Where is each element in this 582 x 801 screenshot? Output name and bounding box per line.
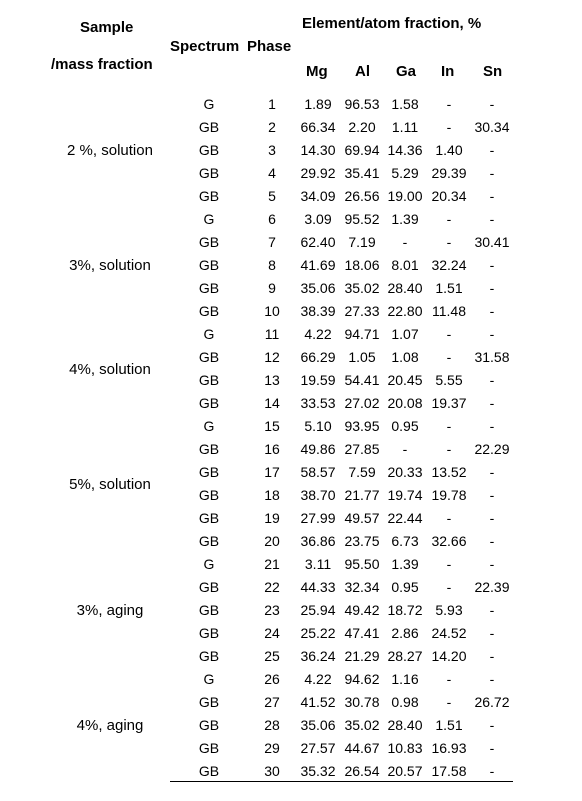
cell-al: 35.41 xyxy=(344,165,380,181)
cell-al: 26.56 xyxy=(344,188,380,204)
cell-al: 35.02 xyxy=(344,717,380,733)
cell-mg: 36.86 xyxy=(300,533,336,549)
cell-in: 13.52 xyxy=(431,464,467,480)
cell-al: 7.19 xyxy=(348,234,376,250)
header-mg: Mg xyxy=(306,63,328,80)
cell-sn: - xyxy=(489,257,495,273)
cell-in: 19.37 xyxy=(431,395,467,411)
cell-mg: 3.11 xyxy=(304,556,332,572)
cell-in: - xyxy=(446,556,452,572)
cell-sn: - xyxy=(489,763,495,779)
cell-ga: 20.33 xyxy=(387,464,423,480)
cell-ga: - xyxy=(402,234,408,250)
cell-mg: 33.53 xyxy=(300,395,336,411)
cell-spectrum: GB xyxy=(198,142,220,158)
cell-al: 93.95 xyxy=(344,418,380,434)
cell-in: - xyxy=(446,441,452,457)
cell-in: - xyxy=(446,349,452,365)
cell-mg: 14.30 xyxy=(300,142,336,158)
cell-phase: 16 xyxy=(264,441,280,457)
header-mass-fraction: /mass fraction xyxy=(51,56,153,73)
cell-mg: 66.34 xyxy=(300,119,336,135)
cell-phase: 3 xyxy=(268,142,276,158)
cell-spectrum: GB xyxy=(198,717,220,733)
cell-sn: - xyxy=(489,717,495,733)
cell-mg: 41.52 xyxy=(300,694,336,710)
cell-ga: 28.40 xyxy=(387,280,423,296)
cell-sn: - xyxy=(489,487,495,503)
cell-spectrum: GB xyxy=(198,625,220,641)
cell-mg: 62.40 xyxy=(300,234,336,250)
cell-phase: 12 xyxy=(264,349,280,365)
cell-ga: 1.16 xyxy=(391,671,419,687)
sample-group-label: 5%, solution xyxy=(69,475,151,493)
cell-mg: 58.57 xyxy=(300,464,336,480)
cell-sn: - xyxy=(489,211,495,227)
cell-mg: 38.39 xyxy=(300,303,336,319)
cell-in: 32.66 xyxy=(431,533,467,549)
sample-group-label: 3%, solution xyxy=(69,257,151,274)
cell-sn: - xyxy=(489,96,495,112)
cell-ga: 14.36 xyxy=(387,142,423,158)
cell-in: 11.48 xyxy=(432,303,466,319)
cell-sn: 30.34 xyxy=(474,119,510,135)
cell-phase: 23 xyxy=(264,602,280,618)
cell-al: 35.02 xyxy=(344,280,380,296)
cell-ga: 0.95 xyxy=(391,579,419,595)
cell-phase: 22 xyxy=(264,579,280,595)
cell-ga: 1.39 xyxy=(391,211,419,227)
cell-sn: - xyxy=(489,303,495,319)
cell-ga: 1.39 xyxy=(391,556,419,572)
cell-ga: 1.11 xyxy=(391,119,419,135)
header-sample: Sample xyxy=(80,19,134,36)
cell-phase: 20 xyxy=(264,533,280,549)
cell-al: 95.50 xyxy=(344,556,380,572)
cell-phase: 2 xyxy=(268,119,276,135)
cell-in: 1.51 xyxy=(435,280,463,296)
cell-ga: 19.00 xyxy=(387,188,423,204)
cell-mg: 25.22 xyxy=(300,625,336,641)
cell-sn: - xyxy=(489,648,495,664)
bottom-rule xyxy=(170,781,513,782)
cell-in: - xyxy=(446,234,452,250)
cell-in: 1.51 xyxy=(435,717,463,733)
cell-in: 17.58 xyxy=(431,763,467,779)
cell-in: - xyxy=(446,694,452,710)
cell-phase: 14 xyxy=(264,395,280,411)
cell-phase: 26 xyxy=(264,671,280,687)
header-phase: Phase xyxy=(247,38,292,55)
header-in: In xyxy=(441,63,455,80)
cell-phase: 19 xyxy=(264,510,280,526)
cell-sn: - xyxy=(489,510,495,526)
cell-ga: 28.27 xyxy=(387,648,423,664)
sample-group-label: 4%, aging xyxy=(76,717,144,734)
cell-mg: 1.89 xyxy=(304,96,332,112)
cell-sn: - xyxy=(489,556,495,572)
cell-phase: 10 xyxy=(264,303,280,319)
cell-spectrum: GB xyxy=(198,441,220,457)
cell-sn: - xyxy=(489,464,495,480)
cell-mg: 25.94 xyxy=(300,602,336,618)
cell-sn: - xyxy=(489,740,495,756)
cell-ga: 22.44 xyxy=(387,510,423,526)
cell-mg: 4.22 xyxy=(304,326,332,342)
header-ga: Ga xyxy=(396,63,417,80)
cell-mg: 38.70 xyxy=(300,487,336,503)
cell-spectrum: GB xyxy=(198,487,220,503)
cell-ga: 1.58 xyxy=(391,96,419,112)
cell-sn: 26.72 xyxy=(474,694,510,710)
cell-sn: - xyxy=(489,602,495,618)
cell-in: - xyxy=(446,211,452,227)
cell-phase: 4 xyxy=(268,165,276,181)
cell-al: 94.71 xyxy=(344,326,380,342)
cell-phase: 17 xyxy=(264,464,280,480)
cell-mg: 29.92 xyxy=(300,165,336,181)
cell-sn: - xyxy=(489,280,495,296)
cell-al: 96.53 xyxy=(344,96,380,112)
cell-phase: 15 xyxy=(264,418,280,434)
cell-al: 44.67 xyxy=(344,740,380,756)
cell-mg: 35.06 xyxy=(300,717,336,733)
cell-sn: - xyxy=(489,165,495,181)
cell-in: 1.40 xyxy=(435,142,463,158)
cell-phase: 29 xyxy=(264,740,280,756)
cell-mg: 35.06 xyxy=(300,280,336,296)
cell-ga: 2.86 xyxy=(391,625,419,641)
cell-mg: 36.24 xyxy=(300,648,336,664)
cell-spectrum: GB xyxy=(198,280,220,296)
cell-sn: - xyxy=(489,418,495,434)
header-al: Al xyxy=(355,63,370,80)
cell-al: 23.75 xyxy=(344,533,380,549)
cell-ga: 10.83 xyxy=(387,740,423,756)
cell-mg: 3.09 xyxy=(304,211,332,227)
cell-spectrum: GB xyxy=(198,188,220,204)
cell-spectrum: G xyxy=(203,556,215,572)
cell-ga: 20.57 xyxy=(387,763,423,779)
header-spectrum: Spectrum xyxy=(170,38,240,55)
cell-al: 21.77 xyxy=(344,487,380,503)
cell-phase: 21 xyxy=(264,556,280,572)
cell-spectrum: GB xyxy=(198,303,220,319)
cell-ga: 1.08 xyxy=(391,349,419,365)
cell-spectrum: GB xyxy=(198,257,220,273)
cell-mg: 49.86 xyxy=(300,441,336,457)
cell-sn: - xyxy=(489,188,495,204)
cell-al: 47.41 xyxy=(344,625,380,641)
cell-spectrum: GB xyxy=(198,602,220,618)
cell-al: 54.41 xyxy=(344,372,380,388)
cell-al: 18.06 xyxy=(344,257,380,273)
cell-in: - xyxy=(446,326,452,342)
cell-al: 26.54 xyxy=(344,763,380,779)
cell-spectrum: G xyxy=(203,326,215,342)
cell-al: 95.52 xyxy=(344,211,380,227)
cell-phase: 18 xyxy=(264,487,280,503)
cell-phase: 7 xyxy=(268,234,276,250)
cell-mg: 4.22 xyxy=(304,671,332,687)
cell-mg: 19.59 xyxy=(300,372,336,388)
cell-sn: - xyxy=(489,142,495,158)
cell-mg: 34.09 xyxy=(300,188,336,204)
cell-sn: 22.29 xyxy=(474,441,510,457)
sample-group-label: 3%, aging xyxy=(76,602,144,619)
cell-in: 5.55 xyxy=(435,372,463,388)
sample-group-label: 2 %, solution xyxy=(67,142,153,159)
cell-phase: 8 xyxy=(268,257,276,273)
cell-spectrum: GB xyxy=(198,119,220,135)
cell-spectrum: GB xyxy=(198,694,220,710)
cell-ga: - xyxy=(402,441,408,457)
header-element-fraction: Element/atom fraction, % xyxy=(302,15,482,32)
cell-ga: 6.73 xyxy=(391,533,419,549)
cell-spectrum: GB xyxy=(198,510,220,526)
cell-spectrum: GB xyxy=(198,648,220,664)
cell-sn: - xyxy=(489,533,495,549)
cell-in: 16.93 xyxy=(431,740,467,756)
cell-sn: - xyxy=(489,625,495,641)
cell-ga: 22.80 xyxy=(387,303,423,319)
cell-ga: 8.01 xyxy=(391,257,419,273)
cell-spectrum: GB xyxy=(198,763,220,779)
cell-in: - xyxy=(446,119,452,135)
cell-ga: 0.95 xyxy=(391,418,419,434)
cell-phase: 30 xyxy=(264,763,280,779)
cell-spectrum: GB xyxy=(198,372,220,388)
cell-mg: 66.29 xyxy=(300,349,336,365)
cell-mg: 35.32 xyxy=(300,763,336,779)
cell-al: 21.29 xyxy=(344,648,380,664)
cell-sn: 31.58 xyxy=(474,349,510,365)
cell-sn: - xyxy=(489,395,495,411)
cell-al: 69.94 xyxy=(344,142,380,158)
cell-phase: 5 xyxy=(268,188,276,204)
cell-phase: 1 xyxy=(268,96,276,112)
cell-spectrum: GB xyxy=(198,165,220,181)
cell-phase: 28 xyxy=(264,717,280,733)
cell-mg: 41.69 xyxy=(300,257,336,273)
cell-in: 20.34 xyxy=(431,188,467,204)
cell-phase: 11 xyxy=(264,326,280,342)
cell-ga: 20.08 xyxy=(387,395,423,411)
cell-al: 27.02 xyxy=(344,395,380,411)
cell-al: 32.34 xyxy=(344,579,380,595)
cell-al: 7.59 xyxy=(348,464,376,480)
cell-ga: 0.98 xyxy=(391,694,419,710)
cell-spectrum: GB xyxy=(198,234,220,250)
cell-ga: 20.45 xyxy=(387,372,423,388)
cell-mg: 5.10 xyxy=(304,418,332,434)
cell-in: - xyxy=(446,418,452,434)
cell-spectrum: GB xyxy=(198,533,220,549)
cell-spectrum: G xyxy=(203,211,215,227)
cell-phase: 27 xyxy=(264,694,280,710)
cell-sn: 22.39 xyxy=(474,579,510,595)
cell-ga: 19.74 xyxy=(387,487,423,503)
cell-phase: 24 xyxy=(264,625,280,641)
cell-in: - xyxy=(446,510,452,526)
cell-in: - xyxy=(446,671,452,687)
cell-al: 27.85 xyxy=(344,441,380,457)
cell-spectrum: G xyxy=(203,418,215,434)
cell-al: 30.78 xyxy=(344,694,380,710)
cell-in: - xyxy=(446,96,452,112)
cell-al: 94.62 xyxy=(344,671,380,687)
cell-spectrum: GB xyxy=(198,464,220,480)
cell-ga: 5.29 xyxy=(391,165,419,181)
cell-ga: 18.72 xyxy=(387,602,423,618)
cell-al: 2.20 xyxy=(348,119,376,135)
cell-al: 27.33 xyxy=(344,303,380,319)
cell-in: 29.39 xyxy=(431,165,467,181)
cell-mg: 44.33 xyxy=(300,579,336,595)
cell-in: 5.93 xyxy=(435,602,463,618)
cell-in: 19.78 xyxy=(431,487,467,503)
cell-mg: 27.99 xyxy=(300,510,336,526)
cell-phase: 25 xyxy=(264,648,280,664)
cell-al: 49.57 xyxy=(344,510,380,526)
cell-in: 14.20 xyxy=(431,648,467,664)
cell-ga: 28.40 xyxy=(387,717,423,733)
cell-al: 1.05 xyxy=(348,349,376,365)
header-sn: Sn xyxy=(483,63,503,80)
cell-al: 49.42 xyxy=(344,602,380,618)
cell-sn: - xyxy=(489,326,495,342)
cell-spectrum: GB xyxy=(198,395,220,411)
cell-ga: 1.07 xyxy=(391,326,419,342)
cell-spectrum: GB xyxy=(198,579,220,595)
cell-phase: 6 xyxy=(268,211,276,227)
cell-spectrum: GB xyxy=(198,349,220,365)
cell-phase: 13 xyxy=(264,372,280,388)
cell-sn: - xyxy=(489,372,495,388)
cell-in: 32.24 xyxy=(431,257,467,273)
cell-in: 24.52 xyxy=(431,625,467,641)
cell-sn: - xyxy=(489,671,495,687)
sample-group-label: 4%, solution xyxy=(69,360,151,378)
cell-sn: 30.41 xyxy=(474,234,510,250)
cell-spectrum: GB xyxy=(198,740,220,756)
cell-in: - xyxy=(446,579,452,595)
cell-mg: 27.57 xyxy=(300,740,336,756)
cell-spectrum: G xyxy=(203,96,215,112)
cell-spectrum: G xyxy=(203,671,215,687)
cell-phase: 9 xyxy=(268,280,276,296)
